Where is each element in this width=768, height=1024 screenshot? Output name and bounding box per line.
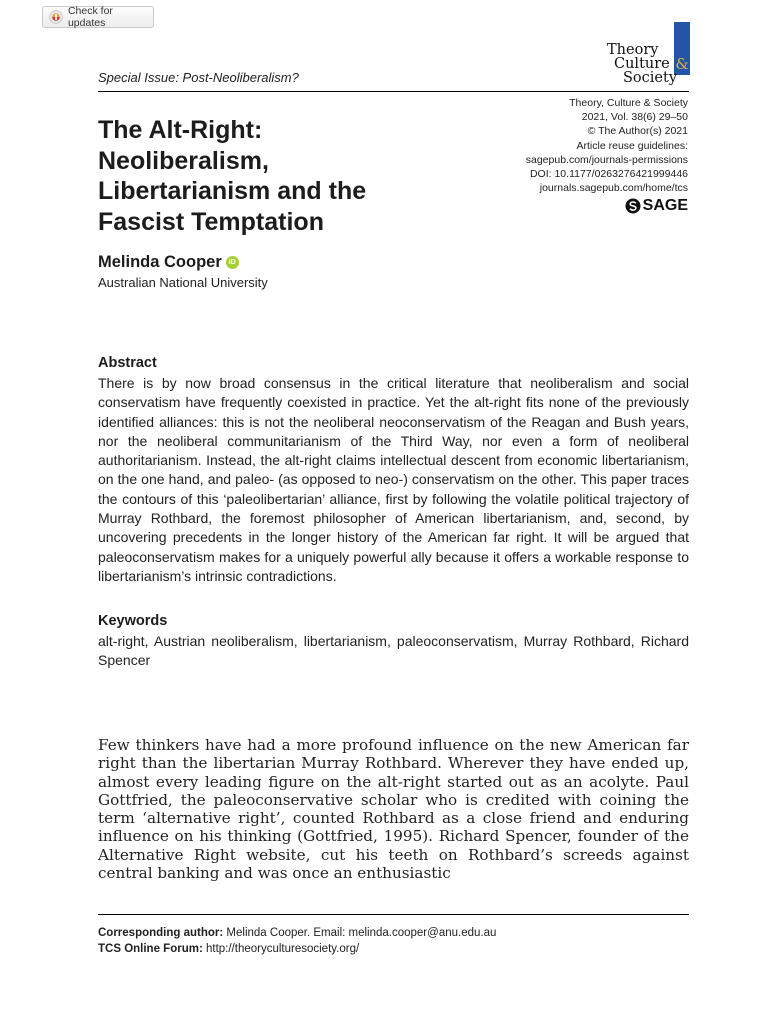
logo-word-culture: Culture [614,56,670,72]
title-line: The Alt-Right: [98,116,263,144]
journal-metadata [526,96,688,195]
orcid-label: iD [228,259,236,266]
corresponding-author-text: Melinda Cooper. Email: melinda.cooper@anu.edu.au [226,927,497,939]
online-forum-link[interactable]: http://theoryculturesociety.org/ [205,943,360,955]
author-block [98,253,239,272]
abstract-heading: Abstract [98,355,157,371]
title-line: Neoliberalism, [98,146,269,175]
corresponding-author-line [98,925,496,941]
check-for-updates-button[interactable] [42,6,154,28]
meta-permissions-link[interactable]: sagepub.com/journals-permissions [525,153,688,166]
sage-wordmark: SAGE [642,197,688,214]
footnote-divider [98,914,689,915]
check-for-updates-label: Check for updates [67,5,113,29]
meta-doi-link[interactable]: DOI: 10.1177/0263276421999446 [529,168,688,181]
meta-volume: 2021, Vol. 38(6) 29–50 [581,111,688,124]
keywords-text: alt-right, Austrian neoliberalism, libertarianism, paleoconservatism, Murray Rothbard, Richard Spencer [98,633,689,669]
meta-homepage-link[interactable]: journals.sagepub.com/home/tcs [539,182,688,195]
keywords-heading: Keywords [98,613,168,629]
meta-reuse: Article reuse guidelines: [576,139,688,152]
meta-copyright: © The Author(s) 2021 [587,125,688,138]
sage-logo [625,197,688,215]
footnote [98,925,496,957]
header-divider [98,91,689,92]
orcid-icon[interactable] [226,256,239,269]
abstract-text: There is by now broad consensus in the critical literature that neoliberalism and social conservatism have frequently coexisted in practice. Yet the alt-right fits none of the previously identified alliances: this is not the neoliberal neoconservatism of the Reagan and Bush years, nor the neoliberal communitarianism of the Third Way, nor even a form of neoliberal authoritarianism. Instead, the alt-right claims intellectual descent from economic libertarianism, on the one hand, and paleo- (as opposed to neo-) conservatism on the other. This paper traces the contours of this ‘paleolibertarian’ alliance, first by following the volatile political trajectory of Murray Rothbard, the foremost philosopher of American libertarianism, and, second, by uncovering precedents in the longer history of the American far right. It will be argued that paleoconservatism makes for a uniquely powerful ally because it offers a workable response to libertarianism’s intrinsic contradictions. [98,375,689,584]
author-affiliation: Australian National University [98,275,268,290]
special-issue-label: Special Issue: Post-Neoliberalism? [98,70,299,85]
logo-word-society: Society [623,70,678,86]
body-paragraph: Few thinkers have had a more profound influence on the new American far right than the libertarian Murray Rothbard. Wherever they have ended up, almost every leading figure on the alt-right started out as an acolyte. Paul Gottfried, the paleoconservative scholar who is credited with coining the term ‘alternative right’, counted Rothbard as a close friend and enduring influence on his thinking (Gottfried, 1995). Richard Spencer, founder of the Alternative Right website, cut his teeth on Rothbard’s screeds against central banking and was once an enthusiastic [98,736,689,883]
online-forum-label: TCS Online Forum: [98,943,203,955]
article-title [98,115,366,237]
corresponding-author-label: Corresponding author: [98,927,224,939]
logo-word-theory: Theory [607,42,659,58]
journal-logo [600,22,690,88]
title-line: Libertarianism and the [98,177,367,205]
title-line: Fascist Temptation [98,207,324,236]
crossmark-icon [49,10,63,24]
sage-s-icon [625,198,641,214]
logo-ampersand: & [675,55,689,73]
online-forum-line [98,941,496,957]
meta-journal: Theory, Culture & Society [569,97,688,109]
author-name: Melinda Cooper [98,253,222,271]
